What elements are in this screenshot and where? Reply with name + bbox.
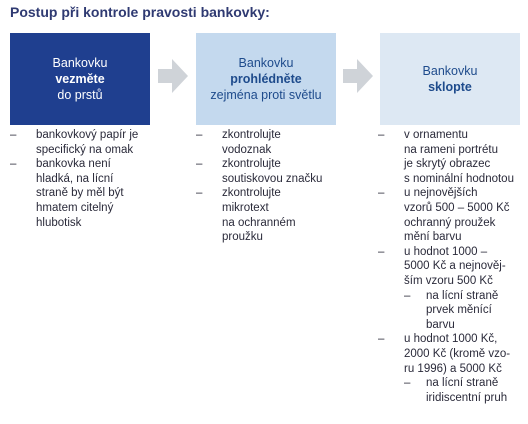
bullet-dash: – <box>196 158 203 171</box>
list-item-line: zkontrolujte <box>222 129 281 141</box>
list-item-line: 5000 Kč a nejnověj- <box>404 260 506 273</box>
list-inspect <box>196 128 346 245</box>
bullet-dash: – <box>196 187 203 200</box>
list-item <box>196 157 346 186</box>
page-title: Postup při kontrole pravosti bankovky: <box>10 4 270 20</box>
list-item-line: u nejnovějších <box>404 187 478 200</box>
list-item-line: 2000 Kč (kromě vzo- <box>404 347 511 360</box>
bullet-dash: – <box>196 129 203 141</box>
bullet-dash: – <box>378 333 385 346</box>
list-item-line: u hodnot 1000 Kč, <box>404 333 498 346</box>
list-item-line: ru 1996) a 5000 Kč <box>404 362 502 375</box>
step-3-line1: Bankovku <box>422 64 478 78</box>
list-item-line: na lícní straně <box>426 289 499 302</box>
list-subitem <box>378 289 528 333</box>
list-tilt <box>378 128 528 405</box>
list-item <box>10 128 180 157</box>
list-item-line: v ornamentu <box>404 129 468 141</box>
list-item-line: hladká, na lícní <box>36 172 114 185</box>
bullet-dash: – <box>378 245 385 258</box>
list-subitem <box>378 376 528 405</box>
list-item-line: straně by měl být <box>36 187 124 200</box>
list-item <box>378 245 528 289</box>
list-item-line: ochranný proužek <box>404 216 496 229</box>
list-item-line: na lícní straně <box>426 377 499 390</box>
step-1-line1: Bankovku <box>52 56 108 70</box>
step-2-line3: zejména proti světlu <box>210 88 322 102</box>
list-item-line: proužku <box>222 231 263 244</box>
list-item-line: zkontrolujte <box>222 187 281 200</box>
step-2-line1: Bankovku <box>238 56 294 70</box>
step-box-tilt <box>380 33 520 125</box>
list-item-line: prvek měnící <box>426 304 492 317</box>
list-item-line: mění barvu <box>404 231 462 244</box>
list-item-line: zkontrolujte <box>222 158 281 171</box>
list-item-line: bankovka není <box>36 158 111 171</box>
list-item-line: vodoznak <box>222 143 272 156</box>
list-item-line: soutiskovou značku <box>222 172 323 185</box>
list-item-line: je skrytý obrazec <box>404 158 491 171</box>
list-item-line: na rameni portrétu <box>404 143 498 156</box>
list-item-line: hlubotisk <box>36 216 82 229</box>
list-item-line: ším vzoru 500 Kč <box>404 274 493 287</box>
step-box-take <box>10 33 150 125</box>
list-item-line: u hodnot 1000 – <box>404 245 488 258</box>
list-item-line: specifický na omak <box>36 143 134 156</box>
step-3-action: sklopte <box>428 80 472 94</box>
step-1-line3: do prstů <box>57 88 103 102</box>
bullet-dash: – <box>10 158 17 171</box>
right-arrow-icon <box>158 59 188 93</box>
list-item-line: mikrotext <box>222 201 269 214</box>
list-item <box>196 186 346 244</box>
list-item-line: iridiscentní pruh <box>426 391 508 404</box>
list-item-line: vzorů 500 – 5000 Kč <box>404 201 510 214</box>
list-item-line: bankovkový papír je <box>36 129 139 141</box>
list-item-line: hmatem citelný <box>36 201 114 214</box>
right-arrow-icon <box>343 59 373 93</box>
list-item <box>378 186 528 244</box>
list-item <box>378 128 528 186</box>
bullet-dash: – <box>404 377 411 390</box>
step-box-inspect <box>196 33 336 125</box>
list-item-line: barvu <box>426 318 455 331</box>
list-item <box>378 332 528 376</box>
bullet-dash: – <box>378 187 385 200</box>
bullet-dash: – <box>404 289 411 302</box>
list-item <box>196 128 346 157</box>
bullet-dash: – <box>378 129 385 141</box>
list-take <box>10 128 180 230</box>
list-item-line: s nominální hodnotou <box>404 172 514 185</box>
list-item-line: na ochranném <box>222 216 296 229</box>
bullet-dash: – <box>10 129 17 141</box>
step-1-action: vezměte <box>55 72 105 86</box>
list-item <box>10 157 180 230</box>
step-2-action: prohlédněte <box>230 72 302 86</box>
